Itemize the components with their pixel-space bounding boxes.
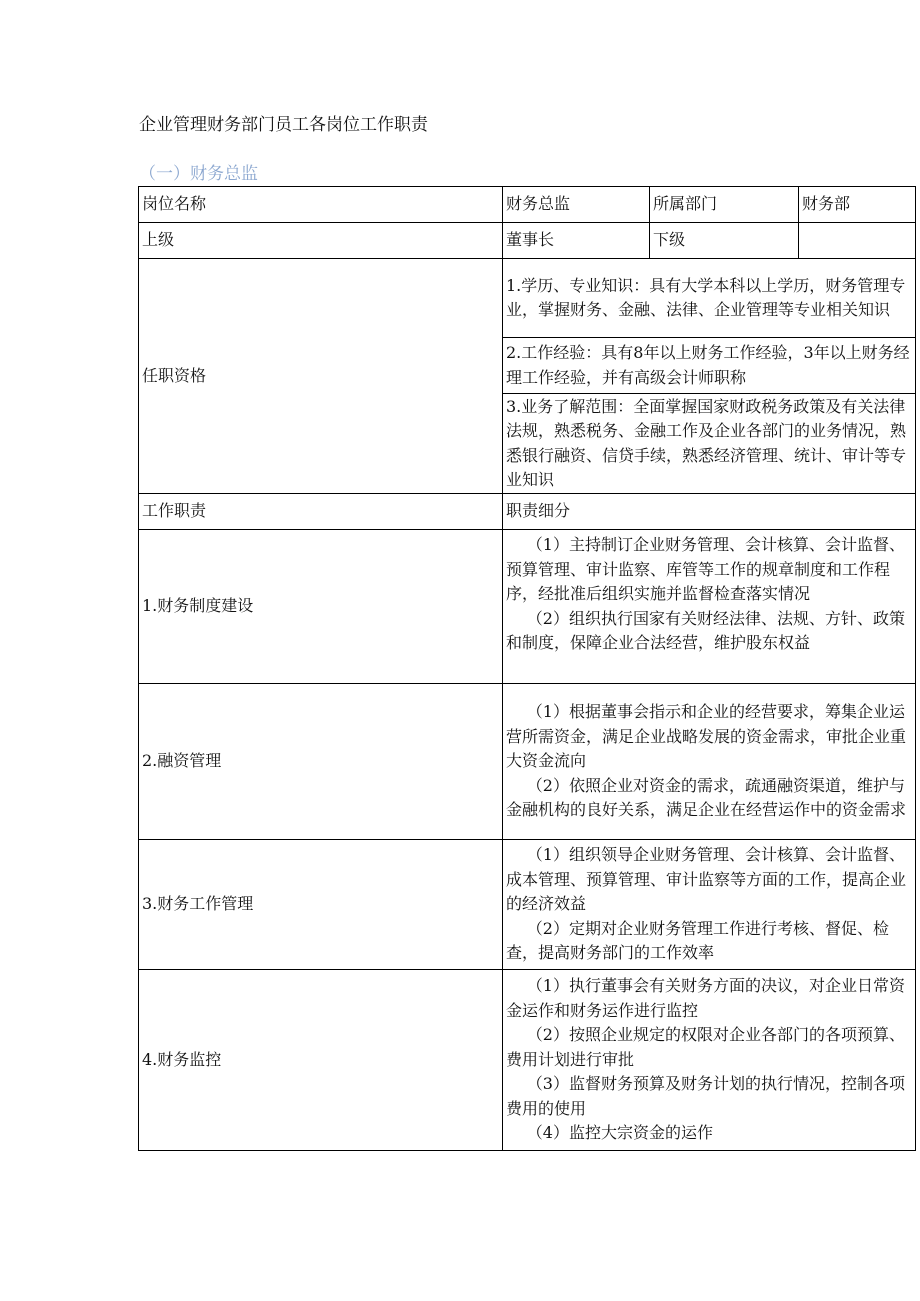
qualification-label: 任职资格 (139, 259, 503, 494)
duty-detail-text: （2）组织执行国家有关财经法律、法规、方针、政策和制度，保障企业合法经营，维护股东权益 (506, 608, 905, 652)
table-cell (799, 223, 916, 259)
table-row (139, 684, 916, 840)
duty-details (503, 970, 916, 1151)
duty-name: 1.财务制度建设 (139, 530, 503, 684)
duty-name: 2.融资管理 (139, 684, 503, 840)
qualification-item: 2.工作经验：具有8年以上财务工作经验，3年以上财务经理工作经验，并有高级会计师职称 (503, 338, 916, 394)
table-row (139, 840, 916, 970)
duty-name: 3.财务工作管理 (139, 840, 503, 970)
duty-detail-text: （2）按照企业规定的权限对企业各部门的各项预算、费用计划进行审批 (506, 1025, 905, 1069)
table-row (139, 530, 916, 684)
table-cell: 财务部 (799, 187, 916, 223)
table-row (139, 223, 916, 259)
duty-detail-text: （3）监督财务预算及财务计划的执行情况，控制各项费用的使用 (506, 1074, 905, 1118)
table-row (139, 187, 916, 223)
table-cell: 所属部门 (650, 187, 799, 223)
duty-detail-text: （2）依照企业对资金的需求，疏通融资渠道，维护与金融机构的良好关系，满足企业在经营运作中的资金需求 (506, 775, 907, 820)
table-cell: 董事长 (503, 223, 650, 259)
table-row (139, 970, 916, 1151)
duty-detail-text: （2）定期对企业财务管理工作进行考核、督促、检查，提高财务部门的工作效率 (506, 918, 889, 963)
duty-header-label: 工作职责 (139, 494, 503, 530)
duty-detail-text: （1）根据董事会指示和企业的经营要求，筹集企业运营所需资金，满足企业战略发展的资金需求，审批企业重大资金流向 (506, 702, 907, 771)
duty-details (503, 684, 916, 840)
table-row (139, 494, 916, 530)
job-duty-table (138, 186, 916, 1151)
table-cell: 岗位名称 (139, 187, 503, 223)
duty-detail-text: （1）执行董事会有关财务方面的决议，对企业日常资金运作和财务运作进行监控 (506, 976, 905, 1020)
table-cell: 下级 (650, 223, 799, 259)
qualification-item: 3.业务了解范围：全面掌握国家财政税务政策及有关法律法规，熟悉税务、金融工作及企业各部门的业务情况，熟悉银行融资、信贷手续，熟悉经济管理、统计、审计等专业知识 (503, 394, 916, 494)
section-heading: （一）财务总监 (139, 164, 258, 184)
table-row (139, 259, 916, 338)
duty-name: 4.财务监控 (139, 970, 503, 1151)
qualification-item: 1.学历、专业知识：具有大学本科以上学历，财务管理专业，掌握财务、金融、法律、企业管理等专业相关知识 (503, 259, 916, 338)
table-cell: 上级 (139, 223, 503, 259)
duty-details (503, 530, 916, 684)
duty-detail-text: （1）组织领导企业财务管理、会计核算、会计监督、成本管理、预算管理、审计监察等方面的工作，提高企业的经济效益 (506, 845, 907, 914)
duty-details (503, 840, 916, 970)
duty-detail-text: （4）监控大宗资金的运作 (526, 1123, 713, 1143)
duty-detail-header: 职责细分 (503, 494, 916, 530)
table-cell: 财务总监 (503, 187, 650, 223)
duty-detail-text: （1）主持制订企业财务管理、会计核算、会计监督、预算管理、审计监察、库管等工作的规章制度和工作程序，经批准后组织实施并监督检查落实情况 (506, 535, 905, 603)
document-title: 企业管理财务部门员工各岗位工作职责 (139, 115, 428, 135)
